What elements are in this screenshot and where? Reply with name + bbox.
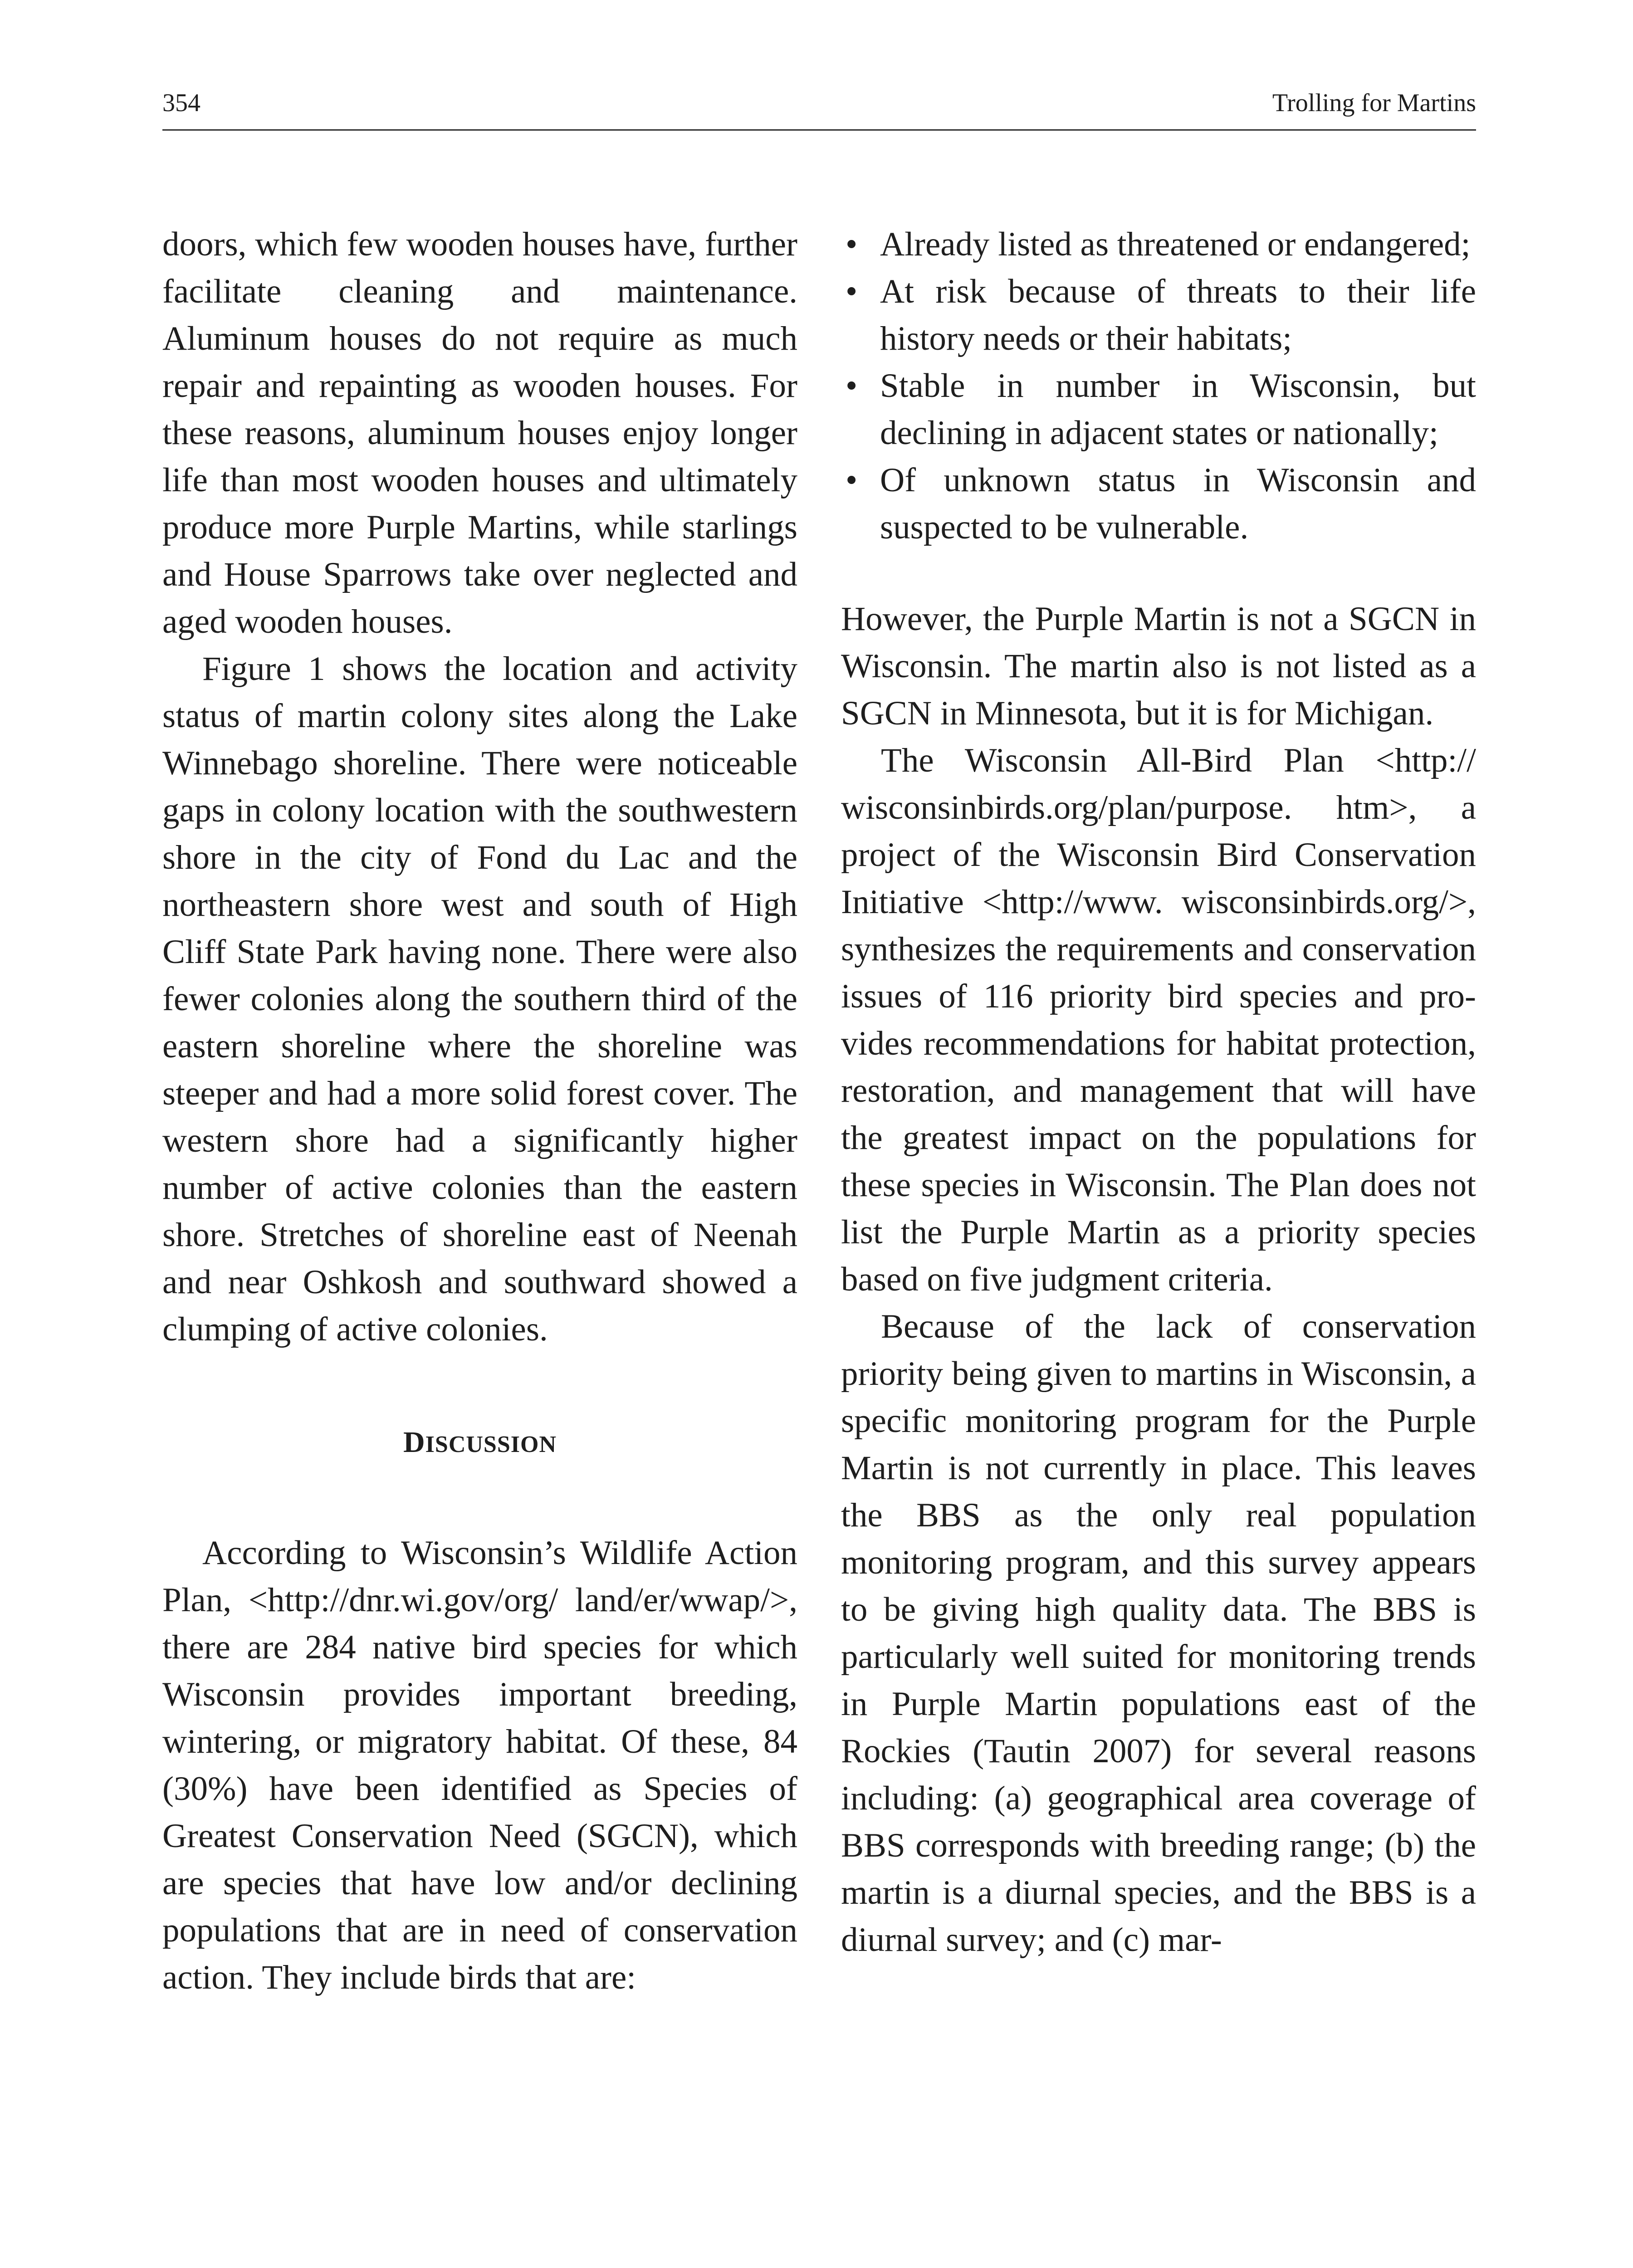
- left-column: [162, 221, 797, 2001]
- body-paragraph: Because of the lack of conservation priority being given to martins in Wisconsin, a specific monitoring program for the Purple Martin is not currently in place. This leaves the BBS as the only real population monitoring program, and this survey appears to be giving high quality data. The BBS is particularly well suited for monitoring trends in Purple Martin populations east of the Rockies (Tautin 2007) for several reasons including: (a) geographical area coverage of BBS corresponds with breeding range; (b) the martin is a diurnal species, and the BBS is a diurnal survey; and (c) mar-: [841, 1308, 1476, 1959]
- list-item-text: Stable in number in Wisconsin, but declining in adjacent states or nationally;: [880, 367, 1476, 452]
- right-column: [841, 221, 1476, 1964]
- list-item: [841, 362, 1476, 457]
- page-number: 354: [162, 89, 200, 117]
- bullet-icon: •: [846, 225, 858, 263]
- body-paragraph: However, the Purple Martin is not a SGCN in Wisconsin. The martin also is not listed as a SGCN in Minnesota, but it is for Michigan.: [841, 600, 1476, 732]
- bullet-icon: •: [846, 273, 858, 310]
- bullet-list: [841, 221, 1476, 551]
- list-item-text: Of unknown status in Wisconsin and suspected to be vulnerable.: [880, 461, 1476, 546]
- body-paragraph: The Wisconsin All-Bird Plan <http:// wisconsinbirds.org/plan/purpose. htm>, a project of the Wisconsin Bird Conservation Initiative <http://www. wisconsinbirds.org/>, synthesizes the requirements and conservation issues of 116 priority bird species and provides recommendations for habitat protection, restoration, and management that will have the greatest impact on the populations for these species in Wisconsin. The Plan does not list the Purple Martin as a priority species based on five judgment criteria.: [841, 742, 1476, 1298]
- list-item: [841, 268, 1476, 362]
- list-item: [841, 457, 1476, 551]
- bullet-icon: •: [846, 461, 858, 499]
- list-item-text: Already listed as threatened or endangered;: [880, 225, 1471, 263]
- section-heading-discussion: [162, 1419, 797, 1468]
- list-item: [841, 221, 1476, 268]
- running-title: Trolling for Martins: [1272, 89, 1476, 117]
- list-item-text: At risk because of threats to their life history needs or their habitats;: [880, 273, 1476, 357]
- section-heading-initial: D: [403, 1426, 425, 1459]
- section-heading-smallcaps: ISCUSSION: [425, 1432, 557, 1457]
- running-header: [162, 84, 1476, 131]
- body-paragraph: doors, which few wooden houses have, further facilitate cleaning and maintenance. Aluminum houses do not require as much repair and repainting as wooden houses. For these reasons, aluminum houses enjoy longer life than most wooden houses and ultimately produce more Purple Martins, while starlings and House Sparrows take over neglected and aged wooden houses.: [162, 225, 797, 640]
- body-paragraph: Figure 1 shows the location and activity status of martin colony sites along the Lake Winnebago shoreline. There were noticeable gaps in colony location with the southwestern shore in the city of Fond du Lac and the northeastern shore west and south of High Cliff State Park having none. There were also fewer colonies along the southern third of the eastern shoreline where the shoreline was steeper and had a more solid forest cover. The western shore had a significantly higher number of active colonies than the eastern shore. Stretches of shoreline east of Neenah and near Oshkosh and southward showed a clumping of active colonies.: [162, 650, 797, 1348]
- bullet-icon: •: [846, 367, 858, 405]
- body-paragraph: According to Wisconsin’s Wildlife Action Plan, <http://dnr.wi.gov/org/ land/er/wwap/>, there are 284 native bird species for which Wisconsin provides important breeding, wintering, or migratory habitat. Of these, 84 (30%) have been identified as Species of Greatest Conservation Need (SGCN), which are species that have low and/or declining populations that are in need of conservation action. They include birds that are:: [162, 1534, 797, 1996]
